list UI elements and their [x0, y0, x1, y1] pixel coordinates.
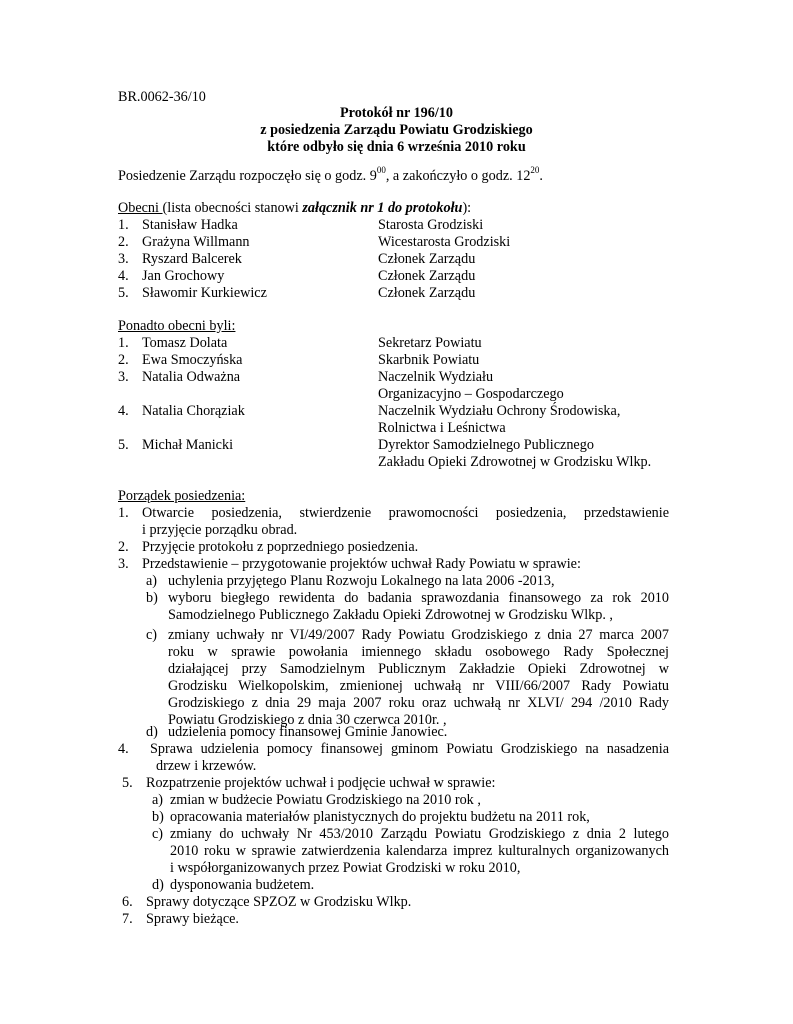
others-member-row — [118, 352, 678, 369]
subitem-text: dysponowania budżetem. — [170, 877, 315, 893]
subitem-text: uchylenia przyjętego Planu Rozwoju Lokalnego na lata 2006 -2013, — [168, 573, 555, 589]
agenda-item-text: Otwarcie posiedzenia, stwierdzenie prawomocności posiedzenia, przedstawienie — [142, 505, 669, 521]
member-number: 4. — [118, 403, 129, 419]
others-member-row-continued — [118, 386, 678, 403]
member-role: Członek Zarządu — [378, 251, 476, 267]
member-role-continued: Organizacyjno – Gospodarczego — [378, 386, 564, 402]
member-role: Naczelnik Wydziału Ochrony Środowiska, — [378, 403, 621, 419]
present-member-row — [118, 251, 678, 268]
agenda-item-number: 6. — [122, 894, 133, 910]
subitem-letter: d) — [146, 724, 158, 740]
member-name: Natalia Chorąziak — [142, 403, 245, 419]
member-role: Wicestarosta Grodziski — [378, 234, 511, 250]
title-line-2: z posiedzenia Zarządu Powiatu Grodziskiego — [260, 122, 533, 138]
member-name: Sławomir Kurkiewicz — [142, 285, 267, 301]
subitem-text: zmian w budżecie Powiatu Grodziskiego na 2010 rok , — [170, 792, 481, 808]
present-member-row — [118, 217, 678, 234]
agenda-item-text: Przedstawienie – przygotowanie projektów uchwał Rady Powiatu w sprawie: — [142, 556, 581, 572]
subitem-letter: a) — [146, 573, 158, 589]
member-role: Członek Zarządu — [378, 285, 476, 301]
others-member-row — [118, 403, 678, 420]
agenda-item-number: 1. — [118, 505, 129, 521]
agenda-heading: Porządek posiedzenia: — [118, 488, 246, 504]
member-number: 3. — [118, 369, 129, 385]
subitem-text: udzielenia pomocy finansowej Gminie Janowiec. — [168, 724, 448, 740]
subitem-text: zmiany do uchwały Nr 453/2010 Zarządu Powiatu Grodziskiego z dnia 2 lutego — [170, 826, 669, 842]
agenda-item-text-continued: drzew i krzewów. — [156, 758, 257, 774]
member-name: Jan Grochowy — [142, 268, 225, 284]
agenda-item-text-continued: i przyjęcie porządku obrad. — [142, 522, 298, 538]
present-heading-attachment: załącznik nr 1 do protokołu — [302, 200, 463, 216]
member-role: Dyrektor Samodzielnego Publicznego — [378, 437, 594, 453]
subitem-text-continued: działającej przy Samodzielnym Publicznym Zakładzie Opieki Zdrowotnej w — [168, 661, 669, 677]
agenda-item-number: 3. — [118, 556, 129, 572]
member-role: Naczelnik Wydziału — [378, 369, 494, 385]
agenda-item-text: Sprawy bieżące. — [146, 911, 239, 927]
others-member-row-continued — [118, 420, 678, 437]
member-number: 5. — [118, 285, 129, 301]
subitem-text: opracowania materiałów planistycznych do projektu budżetu na 2011 rok, — [170, 809, 590, 825]
present-heading — [118, 200, 471, 217]
member-role-continued: Rolnictwa i Leśnictwa — [378, 420, 506, 436]
end-minutes: 20 — [530, 165, 540, 176]
subitem-text-continued: Grodziskiego z dnia 29 maja 2007 roku oraz uchwałą nr XLVI/ 294 /2010 Rady — [168, 695, 669, 711]
agenda-item-text: Rozpatrzenie projektów uchwał i podjęcie uchwał w sprawie: — [146, 775, 496, 791]
subitem-text: zmiany uchwały nr VI/49/2007 Rady Powiatu Grodziskiego z dnia 27 marca 2007 — [168, 627, 669, 643]
member-name: Grażyna Willmann — [142, 234, 250, 250]
present-member-row — [118, 234, 678, 251]
agenda-item-text: Sprawa udzielenia pomocy finansowej gminom Powiatu Grodziskiego na nasadzenia — [150, 741, 669, 757]
subitem-text-continued: 2010 roku w sprawie zatwierdzenia kalendarza imprez kulturalnych organizowanych — [170, 843, 669, 859]
member-role: Członek Zarządu — [378, 268, 476, 284]
member-name: Natalia Odważna — [142, 369, 241, 385]
start-suffix: . — [539, 168, 543, 184]
others-member-row — [118, 369, 678, 386]
subitem-letter: a) — [152, 792, 164, 808]
agenda-item-number: 2. — [118, 539, 129, 555]
others-heading: Ponadto obecni byli: — [118, 318, 236, 334]
member-number: 3. — [118, 251, 129, 267]
member-number: 5. — [118, 437, 129, 453]
subitem-letter: d) — [152, 877, 164, 893]
member-number: 2. — [118, 234, 129, 250]
subitem-text-continued: i współorganizowanych przez Powiat Grodziski w roku 2010, — [170, 860, 521, 876]
member-name: Ryszard Balcerek — [142, 251, 242, 267]
start-minutes: 00 — [376, 165, 386, 176]
member-name: Ewa Smoczyńska — [142, 352, 243, 368]
others-member-row — [118, 437, 678, 454]
start-prefix: Posiedzenie Zarządu rozpoczęło się o godz. 9 — [118, 168, 377, 184]
subitem-text: wyboru biegłego rewidenta do badania sprawozdania finansowego za rok 2010 — [168, 590, 669, 606]
agenda-item-number: 7. — [122, 911, 133, 927]
subitem-text-continued: Grodzisku Wielkopolskim, zmienionej uchwałą nr VIII/66/2007 Rady Powiatu — [168, 678, 669, 694]
member-number: 2. — [118, 352, 129, 368]
present-heading-end: ): — [462, 200, 472, 216]
member-role: Skarbnik Powiatu — [378, 352, 480, 368]
member-number: 4. — [118, 268, 129, 284]
agenda-item-text: Przyjęcie protokołu z poprzedniego posiedzenia. — [142, 539, 419, 555]
subitem-text-continued: Samodzielnego Publicznego Zakładu Opieki Zdrowotnej w Grodzisku Wlkp. , — [168, 607, 613, 623]
subitem-letter: b) — [152, 809, 164, 825]
present-heading-underlined: Obecni — [118, 200, 163, 216]
member-number: 1. — [118, 217, 129, 233]
agenda-item-text: Sprawy dotyczące SPZOZ w Grodzisku Wlkp. — [146, 894, 412, 910]
start-middle: , a zakończyło o godz. 12 — [385, 168, 531, 184]
title-line-3: które odbyło się dnia 6 września 2010 roku — [267, 139, 526, 155]
member-role: Sekretarz Powiatu — [378, 335, 482, 351]
session-times — [118, 165, 543, 185]
present-heading-middle: (lista obecności stanowi — [162, 200, 303, 216]
member-name: Tomasz Dolata — [142, 335, 228, 351]
present-member-row — [118, 268, 678, 285]
subitem-letter: c) — [152, 826, 164, 842]
others-member-row — [118, 335, 678, 352]
member-role-continued: Zakładu Opieki Zdrowotnej w Grodzisku Wlkp. — [378, 454, 652, 470]
title-line-1: Protokół nr 196/10 — [340, 105, 453, 121]
subitem-letter: b) — [146, 590, 158, 606]
subitem-text-continued: roku w sprawie powołania imiennego składu osobowego Rady Społecznej — [168, 644, 669, 660]
member-name: Stanisław Hadka — [142, 217, 238, 233]
others-member-row-continued — [118, 454, 678, 471]
document-reference: BR.0062-36/10 — [118, 89, 206, 105]
member-number: 1. — [118, 335, 129, 351]
agenda-item-number: 4. — [118, 741, 129, 757]
subitem-text-continued: Powiatu Grodziskiego z dnia 30 czerwca 2010r. , — [168, 712, 447, 728]
member-role: Starosta Grodziski — [378, 217, 484, 233]
present-member-row — [118, 285, 678, 302]
subitem-letter: c) — [146, 627, 158, 643]
member-name: Michał Manicki — [142, 437, 234, 453]
agenda-item-number: 5. — [122, 775, 133, 791]
